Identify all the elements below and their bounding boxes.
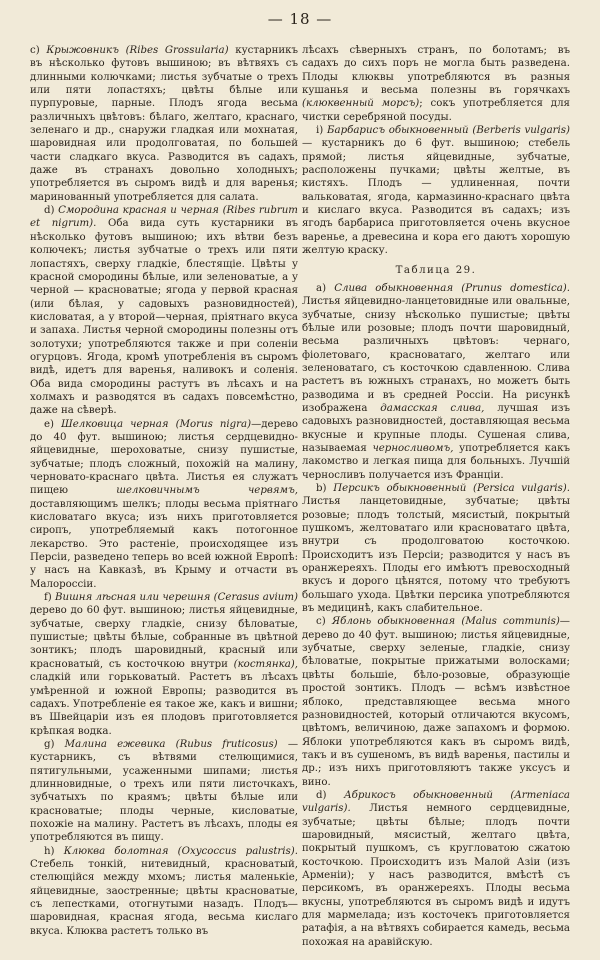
entry-c-apple [302,615,570,788]
entry-marker: a) [316,282,327,294]
entry-name: Абрикосъ обыкновенный [343,789,493,801]
entry-text: кустарникъ въ нѣсколько футовъ вышиною; въ вѣтвяхъ съ длинными колючками; листья зубчатые о трехъ или пяти лопастяхъ; цвѣты бѣлые или пурпуровые, парные. Плодъ ягода весьма различныхъ цвѣтовъ: бѣлаго, желтаго, краснаго, зеленаго и др., снаружи гладкая или мохнатая, шаровидная или продолговатая, по большей части сладкаго вкуса. Разводится въ садахъ, даже въ странахъ довольно холодныхъ; употребляется въ сыромъ видѣ и для варенья; маринованный употребляется для салата. [30,45,299,203]
entry-latin: (Prunus domestica). [461,282,570,294]
entry-a-plum [302,282,570,482]
entry-marker: d) [316,789,327,801]
entry-text: — кустарникъ до 6 фут. вышиною; стебель прямой; листья яйцевидные, зубчатые, расположены пучками; цвѣты желтые, въ кистяхъ. Плодъ — удлиненная, почти вальковатая, ягода, кармазинно-краснаго цвѣта и кислаго вкуса. Разводится въ садахъ; изъ ягодъ барбариса приготовляется очень вкусное варенье, а древесина и кора его даютъ хорошую желтую краску. [302,138,570,257]
entry-text: Листья ланцетовидные, зубчатые; цвѣты розовые; плодъ толстый, мясистый, покрытый пушкомъ, желтоватаго или красноватаго цвѣта, внутри съ продолговатою косточкою. Происходитъ изъ Персіи; разводится у насъ въ оранжереяхъ. Плоды его имѣютъ превосходный вкусъ и дорого цѣнятся, потому что требуютъ большаго ухода. Цвѣтки персика употребляются въ медицинѣ, какъ слабительное. [302,496,570,615]
entry-c-gooseberry [30,44,298,204]
entry-marker: e) [44,418,55,430]
entry-text: Листья немного сердцевидные, зубчатые; цвѣты бѣлые; плодъ почти шаровидный, мясистый, желтаго цвѣта, покрытый пушкомъ, съ кругловатою сжатою косточкою. Происходитъ изъ Малой Азіи (изъ Арменіи); у насъ разводится, вмѣстѣ съ персикомъ, въ оранжереяхъ. Плоды весьма вкусны, употребляются въ сыромъ видѣ и идутъ для мармелада; изъ косточекъ приготовляется ратафія, а на вѣтвяхъ собирается камедь, весьма похожая на аравійскую. [302,803,570,948]
entry-text: доставляющимъ шелкъ; плоды весьма пріятнаго кисловатаго вкуса; изъ нихъ приготовляется сиропъ, употребляемый какъ потогонное лекарство. Это растеніе, происходящее изъ Персіи, разведено теперь во всей южной Европѣ: у насъ на Кавказѣ, въ Крыму и отчасти въ Малороссіи. [30,498,298,590]
entry-marker: c) [30,45,40,56]
entry-latin: (Armeniaca vulgaris). [302,789,570,815]
entry-term: шелковичнымъ червямъ, [116,485,298,497]
entry-latin: (Ribes Grossularia) [125,45,229,56]
entry-text: дерево до 60 фут. вышиною; листья яйцевидные, зубчатые, сверху гладкіе, снизу бѣловатые, пушистые; цвѣты бѣлые, собранные въ цвѣтной зонтикъ; плодъ шаровидный, красный или красноватый, съ косточкою внутри [30,605,298,670]
entry-term: дамасская слива, [380,402,485,414]
left-column [30,44,298,938]
entry-marker: f) [44,592,52,604]
entry-latin: (Rubus fruticosus) [175,738,278,750]
entry-name: Клюква болотная [63,845,169,857]
entry-h-cranberry-continued [302,44,570,124]
entry-text: употребляется какъ лакомство и легкая пища для больныхъ. Лучшій черносливъ получается изъ Франціи. [302,442,570,481]
entry-marker: b) [316,483,327,494]
entry-latin: (Ribes rubrum et nigrum). [30,205,298,230]
entry-text: лучшая изъ садовыхъ разновидностей, доставляющая весьма вкусные и крупные плоды. Сушеная слива, называемая [302,402,570,454]
entry-latin: (Persica vulgaris). [473,483,570,494]
entry-marker: d) [44,205,55,217]
entry-latin: (Cerasus avium) [213,592,298,604]
entry-d-currant [30,204,298,418]
entry-h-cranberry [30,845,298,938]
page-number: — 18 — [267,10,333,28]
entry-d-apricot [302,789,570,949]
entry-i-barberry [302,124,570,257]
entry-text: Стебель тонкій, нитевидный, красноватый, стелющійся между мхомъ; листья маленькіе, яйцевидные, заостренные; цвѣты красноватые, съ лепестками, отогнутыми назадъ. Плодъ—шаровидная, красная ягода, весьма кислаго вкуса. Клюква растетъ только въ [30,858,298,937]
entry-name: Барбарисъ обыкновенный [327,125,469,137]
entry-marker: c) [316,616,326,628]
entry-latin: (Oxycoccus palustris). [177,845,298,857]
entry-name: Смородина красная и черная [58,205,219,217]
entry-marker: g) [44,738,55,750]
entry-name: Слива обыкновенная [334,282,454,294]
entry-name: Малина ежевика [64,738,166,750]
entry-name: Шелковица черная [61,418,169,430]
right-column [302,44,570,949]
entry-name: Крыжовникъ [46,45,119,56]
entry-name: Яблонь обыкновенная [331,616,456,628]
entry-term: черносливомъ, [372,442,454,454]
entry-term: (костянка), [233,658,299,670]
entry-text: —дерево до 40 фут. вышиною; листья сердцевидно-яйцевидные, шероховатые, снизу пушистые, зубчатые; плодъ сложный, похожій на малину, черновато-краснаго цвѣта. Листья ея служатъ пищею [30,418,299,497]
entry-text: Листья яйцевидно-ланцетовидные или овальные, зубчатые, снизу нѣсколько пушистые; цвѣты бѣлые или розовые; плодъ почти шаровидный, весьма различныхъ цвѣтовъ: чернаго, фіолетоваго, красноватаго, желтаго или зеленоватаго, съ косточкою сдавленною. Слива растетъ въ южныхъ странахъ, но можетъ быть разводима и въ средней Россіи. На рисункѣ изображена [302,296,570,414]
entry-term: (клюквенный морсъ) [302,98,420,110]
entry-text: — кустарникъ, съ вѣтвями стелющимися, пятигульными, усаженными шипами; листья длинновидные, о трехъ или пяти листочкахъ, зубчатыхъ по краямъ; цвѣты бѣлые или красноватые; плоды черные, кисловатые, похожіе на малину. Растетъ въ лѣсахъ, плоды ея употребляются въ пищу. [30,738,298,844]
entry-name: Персикъ обыкновенный [333,483,467,494]
entry-latin: (Berberis vulgaris) [472,125,570,137]
entry-marker: h) [44,845,55,857]
entry-name: Вишня лѣсная или черешня [55,592,211,604]
entry-e-mulberry [30,418,298,591]
entry-text: лѣсахъ сѣверныхъ странъ, по болотамъ; въ садахъ до сихъ поръ не могла быть разведена. Плоды клюквы употребляются въ разныя кушанья и весьма полезны въ горячкахъ [302,45,570,97]
entry-text: —дерево до 40 фут. вышиною; листья яйцевидные, зубчатые, сверху зеленые, гладкіе, снизу бѣловатые, покрытые прижатыми волосками; цвѣты большіе, бѣло-розовые, образующіе простой зонтикъ. Плодъ — всѣмъ извѣстное яблоко, представляющее весьма много разновидностей, который отличаются вкусомъ, цвѣтомъ, величиною, даже запахомъ и формою. Яблоки употребляются какъ въ сыромъ видѣ, такъ и въ сушеномъ, въ видѣ варенья, пастилы и др.; изъ нихъ приготовляютъ также уксусъ и вино. [302,616,570,788]
entry-marker: i) [316,125,324,137]
entry-text: сладкій или горьковатый. Растетъ въ лѣсахъ умѣренной и южной Европы; разводится въ садахъ. Употребленіе ея такое же, какъ и вишни; въ Швейцаріи изъ ея плодовъ приготовляется крѣпкая водка. [30,672,298,737]
entry-text: Оба вида суть кустарники въ нѣсколько футовъ вышиною; ихъ вѣтви безъ колючекъ; листья зубчатые о трехъ или пяти лопастяхъ, сверху гладкіе, блестящіе. Цвѣты у красной смородины бѣлые, или зеленоватые, а у черной — красноватые; ягода у первой красная (или бѣлая, у садовыхъ разновидностей), кисловатая, а у второй—черная, пріятнаго вкуса и запаха. Листья черной смородины полезны отъ золотухи; употребляются также и при соленіи огурцовъ. Ягода, кромѣ употребленія въ сыромъ видѣ, идетъ для варенья, наливокъ и соленія. Оба вида смородины растутъ въ лѣсахъ и на холмахъ и разводятся въ садахъ повсемѣстно, даже на сѣверѣ. [30,218,298,417]
entry-text: ; сокъ употребляется для чистки серебряной посуды. [302,98,570,123]
entry-latin: (Malus communis) [461,616,560,628]
entry-latin: (Morus nigra) [175,418,252,430]
table-heading: Таблица 29. [395,264,477,276]
entry-f-cherry [30,591,298,738]
entry-b-peach [302,482,570,615]
entry-g-blackberry [30,738,298,845]
